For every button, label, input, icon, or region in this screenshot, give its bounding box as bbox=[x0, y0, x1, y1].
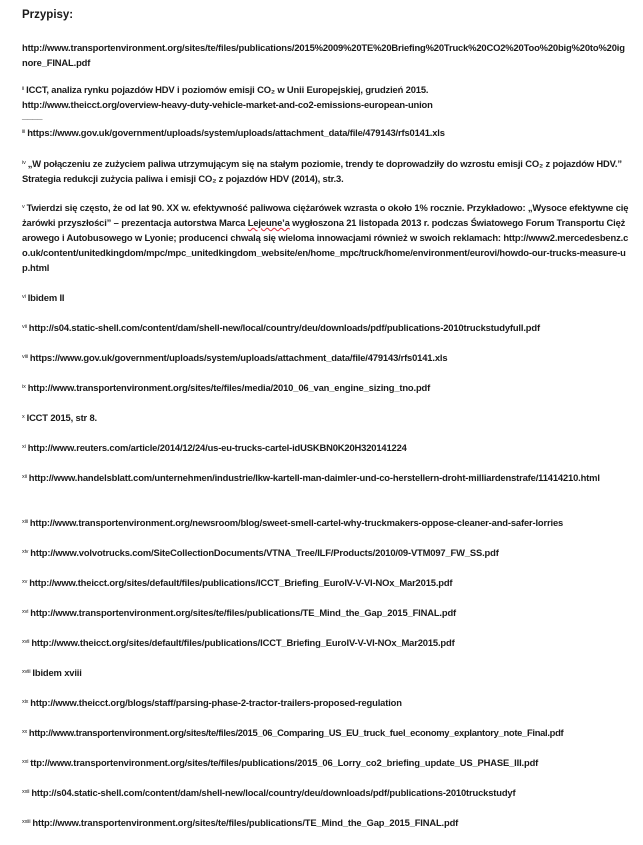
footnote-text: „W połączeniu ze zużyciem paliwa utrzymującym się na stałym poziomie, trendy te doprowadziły do wzrostu emisji CO₂ z pojazdów HDV.” Strategia redukcji zużycia paliwa i emisji CO₂ z pojazdów HDV (2014), str.3. bbox=[22, 158, 622, 184]
footnote-21 bbox=[22, 755, 630, 770]
footnote-8 bbox=[22, 350, 630, 365]
footnote-18 bbox=[22, 665, 630, 680]
footnote-link[interactable]: http://www.volvotrucks.com/SiteCollectionDocuments/VTNA_Tree/ILF/Products/2010/09-VTM097_FW_SS.pdf bbox=[30, 547, 499, 558]
footnote-link[interactable]: http://s04.static-shell.com/content/dam/shell-new/local/country/deu/downloads/pdf/publications-2010truckstudyf bbox=[31, 787, 516, 798]
footnote-6 bbox=[22, 290, 630, 305]
footnote-marker: vii bbox=[22, 324, 27, 330]
footnote-marker: xix bbox=[22, 699, 29, 705]
footnote-marker: xiii bbox=[22, 519, 28, 525]
footnote-4 bbox=[22, 156, 630, 186]
footnote-link[interactable]: http://www.theicct.org/sites/default/files/publications/ICCT_Briefing_EuroIV-V-VI-NOx_Mar2015.pdf bbox=[29, 577, 453, 588]
footnote-5 bbox=[22, 200, 630, 275]
footnote-link[interactable]: http://www.transportenvironment.org/sites/te/files/publications/TE_Mind_the_Gap_2015_FINAL.pdf bbox=[30, 607, 457, 618]
footnote-3 bbox=[22, 125, 630, 140]
footnote-marker: xxii bbox=[22, 789, 30, 795]
footnote-text[interactable]: http://www.transportenvironment.org/sites/te/files/publications/2015%2009%20TE%20Briefing%20Truck%20CO2%20Too%20big%20to%20ignore_FINAL.pdf bbox=[22, 42, 625, 68]
footnote-20 bbox=[22, 725, 630, 740]
page-title: Przypisy: bbox=[22, 9, 74, 21]
footnote-link[interactable]: http://www.handelsblatt.com/unternehmen/industrie/lkw-kartell-man-daimler-und-co-herstellern-droht-milliardenstrafe/11414210.html bbox=[28, 472, 600, 483]
footnote-text: Ibidem II bbox=[27, 292, 65, 303]
footnote-19 bbox=[22, 695, 630, 710]
footnote-16 bbox=[22, 605, 630, 620]
footnote-text[interactable]: wygłoszona 21 listopada 2013 r. podczas Światowego Forum Transportu Ciężarowego i Autobusowego w Lyonie; producenci chwalą się wieloma innowacjami również w swoich reklamach: http://www2.mercedesbenz.co.uk/content/unitedkingdom/mpc/mpc_unitedkingdom_website/en/home_mpc/truck/home/environment/eurovi/howdo-our-trucks-measure-up.html bbox=[22, 217, 629, 273]
footnote-text: Twierdzi się często, że od lat 90. XX w. efektywność paliwowa ciężarówek wzrasta o około 1% rocznie. Przykładowo: „Wysoce efektywne ciężarówki przyszłości” – prezentacja autorstwa Marca bbox=[22, 202, 629, 228]
footnote-marker: v bbox=[22, 204, 25, 210]
footnote-link[interactable]: http://www.transportenvironment.org/newsroom/blog/sweet-smell-cartel-why-truckmakers-oppose-cleaner-and-safer-lorries bbox=[29, 517, 564, 528]
footnote-14 bbox=[22, 545, 630, 560]
footnote-link[interactable]: https://www.gov.uk/government/uploads/system/uploads/attachment_data/file/479143/rfs0141.xls bbox=[29, 352, 448, 363]
footnote-7 bbox=[22, 320, 630, 335]
footnote-marker: xxiii bbox=[22, 819, 31, 825]
footnote-link[interactable]: http://www.reuters.com/article/2014/12/24/us-eu-trucks-cartel-idUSKBN0K20H320141224 bbox=[27, 442, 407, 453]
footnote-link[interactable]: http://www.theicct.org/overview-heavy-duty-vehicle-market-and-co2-emissions-european-union bbox=[22, 99, 433, 110]
footnote-marker: xi bbox=[22, 444, 26, 450]
footnote-link[interactable]: http://s04.static-shell.com/content/dam/shell-new/local/country/deu/downloads/pdf/publications-2010truckstudyfull.pdf bbox=[28, 322, 540, 333]
footnote-15 bbox=[22, 575, 630, 590]
footnote-23 bbox=[22, 815, 630, 830]
footnote-12 bbox=[22, 470, 630, 485]
footnote-marker: ii bbox=[22, 86, 25, 92]
footnote-link[interactable]: http://www.transportenvironment.org/sites/te/files/publications/TE_Mind_the_Gap_2015_FINAL.pdf bbox=[32, 817, 459, 828]
footnote-marker: vi bbox=[22, 294, 26, 300]
footnote-marker: xvi bbox=[22, 609, 29, 615]
footnote-marker: viii bbox=[22, 354, 28, 360]
footnote-link[interactable]: http://www.transportenvironment.org/sites/te/files/2015_06_Comparing_US_EU_truck_fuel_economy_explantory_note_Final.pdf bbox=[28, 727, 564, 738]
footnote-marker: xx bbox=[22, 729, 27, 735]
footnote-17 bbox=[22, 635, 630, 650]
footnote-2 bbox=[22, 82, 630, 120]
footnote-marker: xvii bbox=[22, 639, 30, 645]
footnote-text: ICCT, analiza rynku pojazdów HDV i poziomów emisji CO₂ w Unii Europejskiej, grudzień 2015. bbox=[26, 84, 429, 95]
footnote-text: ICCT 2015, str 8. bbox=[26, 412, 98, 423]
footnote-marker: xiv bbox=[22, 549, 29, 555]
separator-line: ____ bbox=[22, 110, 43, 121]
footnote-marker: xviii bbox=[22, 669, 31, 675]
footnote-link[interactable]: ttp://www.transportenvironment.org/sites/te/files/publications/2015_06_Lorry_co2_briefing_update_US_PHASE_III.pdf bbox=[30, 757, 539, 768]
footnote-1 bbox=[22, 40, 630, 70]
footnote-text: Ibidem xviii bbox=[32, 667, 82, 678]
footnote-13 bbox=[22, 515, 630, 530]
footnote-22 bbox=[22, 785, 630, 800]
footnote-link[interactable]: http://www.transportenvironment.org/sites/te/files/media/2010_06_van_engine_sizing_tno.pdf bbox=[27, 382, 431, 393]
footnote-link[interactable]: http://www.theicct.org/sites/default/files/publications/ICCT_Briefing_EuroIV-V-VI-NOx_Mar2015.pdf bbox=[31, 637, 455, 648]
footnote-marker: x bbox=[22, 414, 25, 420]
footnote-9 bbox=[22, 380, 630, 395]
footnote-11 bbox=[22, 440, 630, 455]
footnote-marker: ix bbox=[22, 384, 26, 390]
footnote-text: Lejeune’a bbox=[247, 217, 290, 228]
footnote-marker: iv bbox=[22, 160, 26, 166]
footnote-link[interactable]: https://www.gov.uk/government/uploads/system/uploads/attachment_data/file/479143/rfs0141.xls bbox=[27, 127, 445, 138]
footnote-link[interactable]: http://www.theicct.org/blogs/staff/parsing-phase-2-tractor-trailers-proposed-regulation bbox=[30, 697, 402, 708]
footnote-10 bbox=[22, 410, 630, 425]
footnote-marker: xv bbox=[22, 579, 28, 585]
footnote-marker: xxi bbox=[22, 759, 29, 765]
footnote-marker: iii bbox=[22, 129, 26, 135]
footnote-marker: xii bbox=[22, 474, 27, 480]
